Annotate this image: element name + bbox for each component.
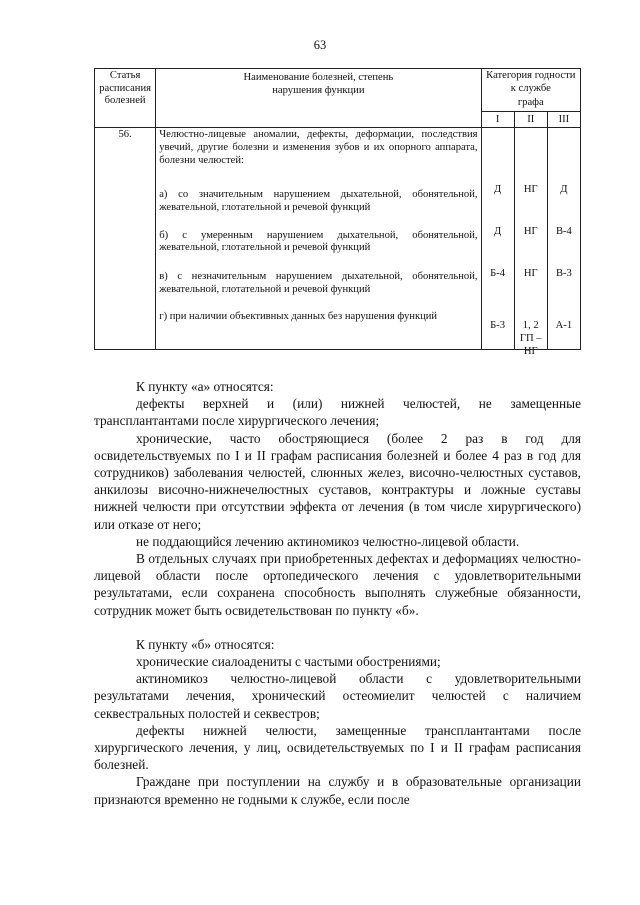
item-c-g1: Б-4 <box>490 267 506 279</box>
item-d-g2: 1, 2 ГП – НГ <box>519 320 542 357</box>
section-b-para-1: хронические сиалоадениты с частыми обострениями; <box>136 654 441 670</box>
item-a-g3: Д <box>560 184 568 196</box>
page-number: 63 <box>313 38 327 52</box>
item-d-g3: А-1 <box>555 320 573 332</box>
graph-3-values <box>547 128 580 350</box>
item-c-g3: В-3 <box>555 267 572 279</box>
item-b-g1: Д <box>493 225 502 237</box>
header-disease-name <box>156 69 481 128</box>
header-graph-1: I <box>481 112 514 128</box>
section-b-para-2: актиномикоз челюстно-лицевой области с удовлетворительными результатами лечения, хронический остеомиелит челюстей с наличием секвестральных полостей и секвестров; <box>94 671 581 721</box>
graph-2-values <box>514 128 547 357</box>
section-a-para-2: хронические, часто обостряющиеся (более 2 раз в год для освидетельствуемых по I и II графам расписания болезней и более 4 раз в год для сотрудников) заболевания челюстей, слюнных желез, височно-челюстных суставов, анкилозы височно-нижнечелюстных суставов, контрактуры и ложные суставы нижней челюсти при отсутствии эффекта от лечения (в том числе хирургического) или отказе от него; <box>94 430 581 532</box>
item-b-g2: НГ <box>523 225 538 237</box>
item-a-g1: Д <box>493 184 502 196</box>
section-b-para-3: дефекты нижней челюсти, замещенные трансплантантами после хирургического лечения, у лиц, освидетельствуемых по I и II графам расписания болезней. <box>94 722 581 773</box>
item-b-g3: В-4 <box>555 225 572 237</box>
section-b-para-4: Граждане при поступлении на службу и в образовательные организации признаются временно не годными к службе, если после <box>94 774 581 807</box>
item-c-text: в) с незначительным нарушением дыхательной, обонятельной, жевательной, глотательной и речевой функций <box>159 271 478 295</box>
item-d-g1: Б-3 <box>490 320 506 332</box>
disease-title: Челюстно-лицевые аномалии, дефекты, деформации, последствия увечий, другие болезни и изменения зубов и их опорного аппарата, болезни челюстей: <box>159 129 478 166</box>
disease-description <box>156 128 481 350</box>
header-graph-2: II <box>514 112 547 128</box>
body-text <box>94 378 581 808</box>
item-a-text: а) со значительным нарушением дыхательной, обонятельной, жевательной, глотательной и речевой функций <box>159 189 478 213</box>
header-disease-name-text: Наименование болезней, степень нарушения функции <box>243 72 394 96</box>
graph-1-values <box>481 128 514 350</box>
article-number: 56. <box>95 128 156 350</box>
header-article: Статья расписания болезней <box>95 69 156 128</box>
item-c-g2: НГ <box>523 267 538 279</box>
disease-schedule-table <box>94 68 581 357</box>
header-graph-label: графа <box>481 96 580 111</box>
section-a-para-3: не поддающийся лечению актиномикоз челюстно-лицевой области. <box>136 533 520 549</box>
header-category: Категория годности к службе <box>481 69 580 97</box>
header-graph-3: III <box>547 112 580 128</box>
item-a-g2: НГ <box>523 184 538 196</box>
item-b-text: б) с умеренным нарушением дыхательной, обонятельной, жевательной, глотательной и речевой функций <box>159 229 478 254</box>
section-a-para-4: В отдельных случаях при приобретенных дефектах и деформациях челюстно-лицевой области после ортопедического лечения с удовлетворительными результатами, если сохранена способность выполнять служебные обязанности, сотрудник может быть освидетельствован по пункту «б». <box>94 551 581 618</box>
section-a-heading: К пункту «а» относятся: <box>136 379 274 394</box>
section-b-heading: К пункту «б» относятся: <box>136 636 275 652</box>
item-d-text: г) при наличии объективных данных без нарушения функций <box>159 311 438 323</box>
table-row <box>95 128 581 350</box>
section-a-para-1: дефекты верхней и (или) нижней челюстей, не замещенные трансплантантами после хирургического лечения; <box>94 396 581 429</box>
